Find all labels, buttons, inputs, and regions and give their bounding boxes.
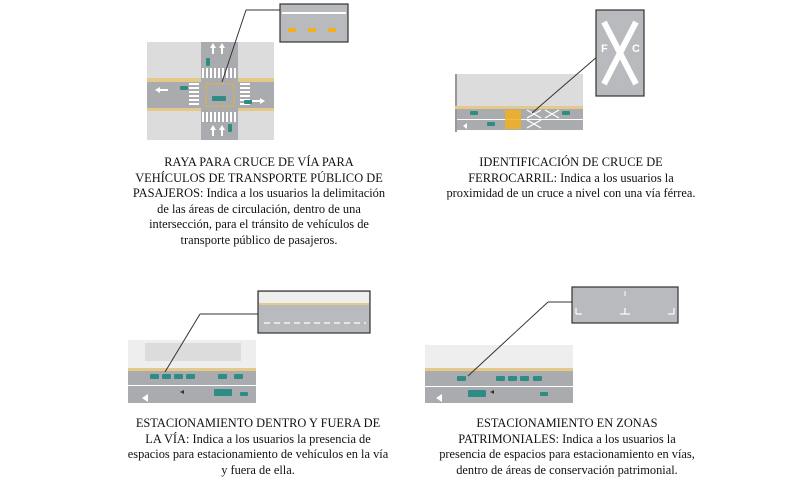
caption-bus-crossing: RAYA PARA CRUCE DE VÍA PARA VEHÍCULOS DE TRANSPORTE PÚBLICO DE PASAJEROS: Indica a los usuarios la delimitación de las áreas de circulación, dentro de una intersección, para el tránsito de vehículos de transporte público de pasajeros. xyxy=(132,155,386,247)
heritage-detail-callout xyxy=(572,287,678,323)
lane-line xyxy=(128,385,256,386)
curb-line xyxy=(425,368,573,371)
caption-heritage-parking: ESTACIONAMIENTO EN ZONAS PATRIMONIALES: Indica a los usuarios la presencia de espacios para estacionamiento en vías, dentro de áreas de conservación patrimonial. xyxy=(439,416,695,477)
bus xyxy=(468,390,486,397)
bus xyxy=(214,389,232,396)
off-road-parking xyxy=(145,343,241,361)
car xyxy=(540,392,548,396)
sign-letter-c: C xyxy=(632,43,640,55)
caption-parking: ESTACIONAMIENTO DENTRO Y FUERA DE LA VÍA: Indica a los usuarios la presencia de espacios para estacionamiento de vehículos en la vía y fuera de ella. xyxy=(127,416,389,477)
sign-letter-f: F xyxy=(601,43,608,55)
sidewalk xyxy=(425,345,573,371)
heritage-parking-illustration xyxy=(425,345,573,403)
curb-line xyxy=(128,368,256,371)
parking-detail-callout xyxy=(258,291,370,333)
caption-railroad-crossing: IDENTIFICACIÓN DE CRUCE DE FERROCARRIL: Indica a los usuarios la proximidad de un cruce a nivel con una vía férrea. xyxy=(446,155,696,201)
parking-illustration xyxy=(128,340,256,403)
car xyxy=(240,392,248,396)
lane-line xyxy=(425,386,573,387)
